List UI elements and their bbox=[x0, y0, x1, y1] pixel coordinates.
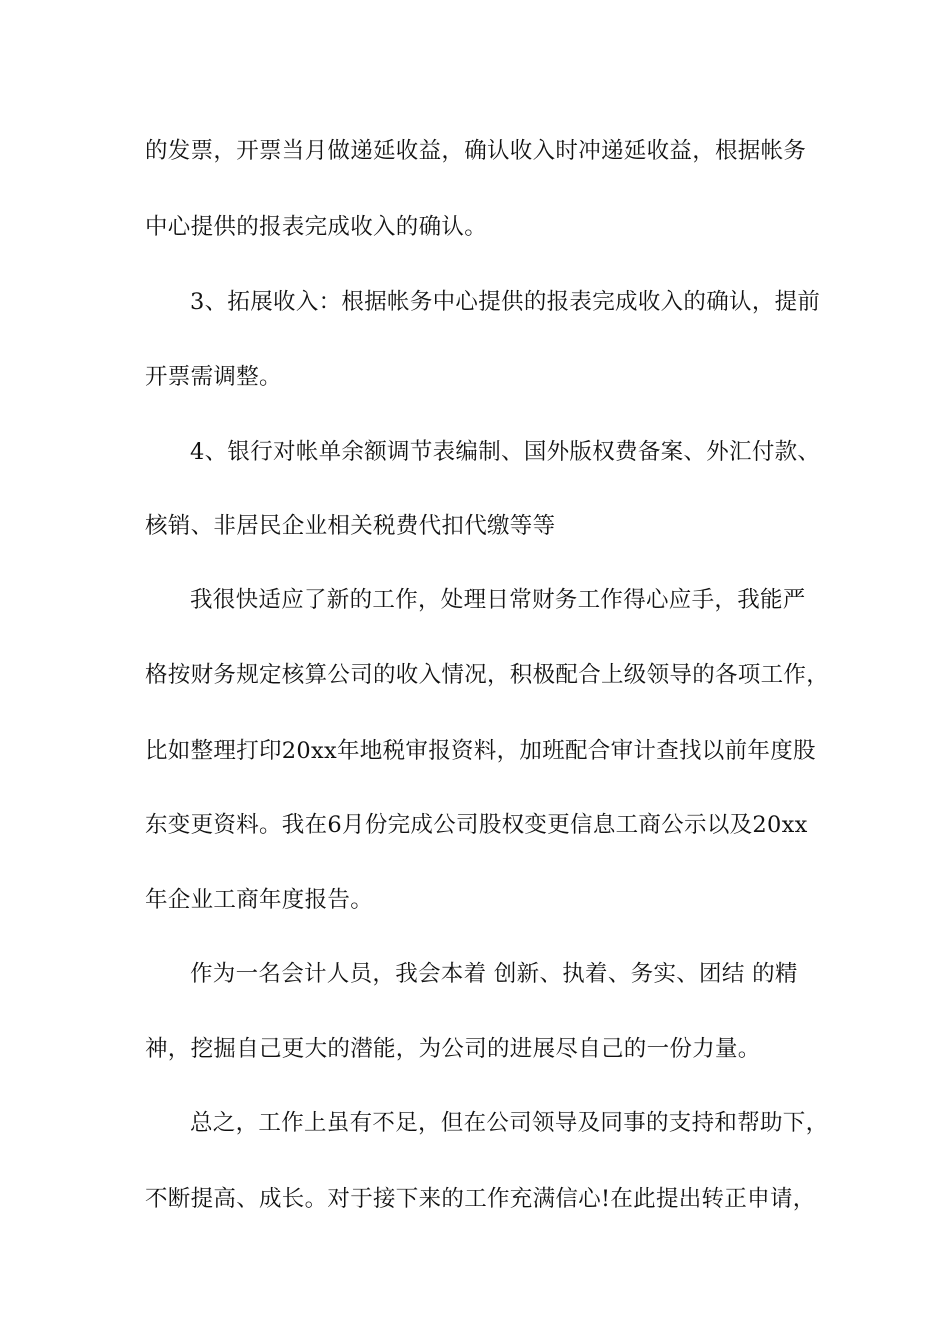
text-line: 神，挖掘自己更大的潜能，为公司的进展尽自己的一份力量。 bbox=[145, 1036, 761, 1062]
text-line: 开票需调整。 bbox=[145, 364, 282, 390]
text-line: 的发票，开票当月做递延收益，确认收入时冲递延收益，根据帐务 bbox=[145, 138, 807, 164]
text-line: 作为一名会计人员，我会本着 创新、执着、务实、团结 的精 bbox=[190, 961, 798, 987]
text-line: 4、银行对帐单余额调节表编制、国外版权费备案、外汇付款、 bbox=[190, 439, 821, 465]
text-line: 比如整理打印20xx年地税审报资料，加班配合审计查找以前年度股 bbox=[145, 738, 816, 764]
text-line: 年企业工商年度报告。 bbox=[145, 887, 374, 913]
text-line: 不断提高、成长。对于接下来的工作充满信心!在此提出转正申请， bbox=[145, 1186, 816, 1212]
text-line: 核销、非居民企业相关税费代扣代缴等等 bbox=[145, 513, 556, 539]
text-line: 总之，工作上虽有不足，但在公司领导及同事的支持和帮助下， bbox=[190, 1110, 829, 1136]
text-line: 东变更资料。我在6月份完成公司股权变更信息工商公示以及20xx bbox=[145, 812, 808, 838]
text-line: 中心提供的报表完成收入的确认。 bbox=[145, 214, 488, 240]
text-line: 我很快适应了新的工作，处理日常财务工作得心应手，我能严 bbox=[190, 587, 806, 613]
text-line: 格按财务规定核算公司的收入情况，积极配合上级领导的各项工作， bbox=[145, 662, 830, 688]
text-line: 3、拓展收入：根据帐务中心提供的报表完成收入的确认，提前 bbox=[190, 289, 821, 315]
